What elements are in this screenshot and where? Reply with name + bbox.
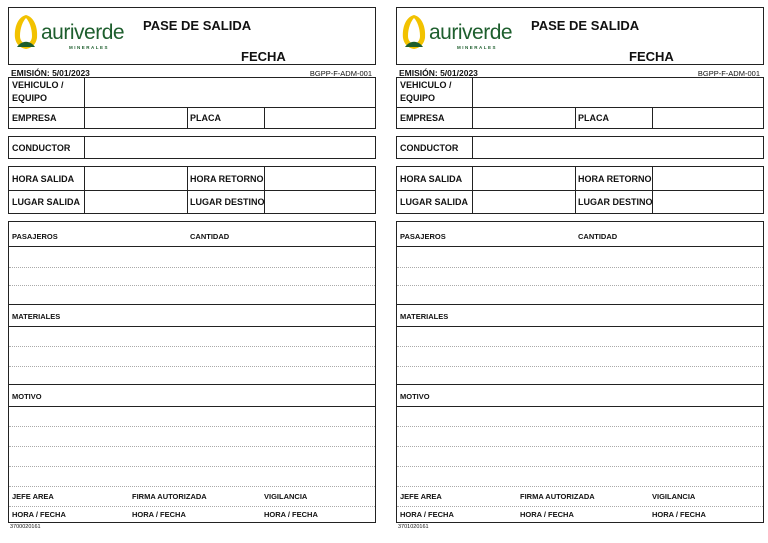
section-divider: [397, 304, 763, 305]
motivo-line: [9, 466, 375, 467]
materiales-label: MATERIALES: [12, 312, 61, 321]
cantidad-label: CANTIDAD: [578, 232, 618, 241]
company-logo: [401, 14, 511, 54]
pasajeros-label: PASAJEROS: [12, 232, 58, 241]
placa-left-divider: [187, 107, 188, 128]
hora-retorno-label: HORA RETORNO: [578, 174, 652, 184]
brand-subtitle: MINERALES: [457, 45, 498, 50]
hora-retorno-label: HORA RETORNO: [190, 174, 264, 184]
schedule-row-divider: [9, 190, 375, 191]
conductor-box: [8, 136, 376, 159]
motivo-line: [9, 446, 375, 447]
serial-number: 3701020161: [398, 524, 429, 530]
motivo-line: [397, 466, 763, 467]
empresa-label: EMPRESA: [400, 113, 445, 123]
lugar-destino-label: LUGAR DESTINO: [578, 197, 653, 207]
jefe-area-label: JEFE AREA: [12, 492, 54, 501]
motivo-line: [397, 486, 763, 487]
conductor-label: CONDUCTOR: [400, 143, 459, 153]
motivo-line: [397, 426, 763, 427]
brand-name: auriverde: [41, 21, 125, 44]
placa-left-divider: [575, 107, 576, 128]
pasajeros-label: PASAJEROS: [400, 232, 446, 241]
exit-pass-form-right: [396, 7, 764, 530]
hora-fecha-label-jefe: HORA / FECHA: [400, 510, 454, 519]
section-divider: [9, 304, 375, 305]
vehiculo-label-line2: EQUIPO: [12, 93, 48, 103]
company-logo: [13, 14, 123, 54]
form-title: PASE DE SALIDA: [143, 18, 252, 33]
motivo-header-line: [9, 406, 375, 407]
emission-date: EMISIÓN: 5/01/2023: [399, 68, 478, 78]
empresa-label: EMPRESA: [12, 113, 57, 123]
firma-autorizada-label: FIRMA AUTORIZADA: [520, 492, 595, 501]
section-divider: [9, 384, 375, 385]
document-code: BGPP-F-ADM-001: [697, 69, 760, 78]
materiales-line: [397, 346, 763, 347]
schedule-box: [8, 166, 376, 214]
materiales-line: [397, 366, 763, 367]
lugar-salida-label: LUGAR SALIDA: [12, 197, 80, 207]
vehicle-box: [396, 77, 764, 129]
signature-line: [9, 506, 375, 507]
fecha-label: FECHA: [629, 49, 674, 64]
hora-fecha-label-vigilancia: HORA / FECHA: [652, 510, 706, 519]
header-box: [8, 7, 376, 65]
materiales-header-line: [9, 326, 375, 327]
document-code: BGPP-F-ADM-001: [309, 69, 372, 78]
pasajeros-line: [9, 267, 375, 268]
vehiculo-label-line1: VEHICULO /: [12, 80, 64, 90]
emission-date: EMISIÓN: 5/01/2023: [11, 68, 90, 78]
motivo-line: [397, 446, 763, 447]
details-box: [8, 221, 376, 523]
vehiculo-label-line1: VEHICULO /: [400, 80, 452, 90]
conductor-divider: [84, 137, 85, 158]
placa-label: PLACA: [578, 113, 609, 123]
form-title: PASE DE SALIDA: [531, 18, 640, 33]
serial-number: 3700020161: [10, 524, 41, 530]
fecha-label: FECHA: [241, 49, 286, 64]
vehiculo-label-line2: EQUIPO: [400, 93, 436, 103]
brand-subtitle: MINERALES: [69, 45, 110, 50]
vehicle-row-divider: [9, 107, 375, 108]
pasajeros-header-line: [397, 246, 763, 247]
lugar-destino-label: LUGAR DESTINO: [190, 197, 265, 207]
materiales-header-line: [397, 326, 763, 327]
materiales-line: [9, 366, 375, 367]
schedule-row-divider: [397, 190, 763, 191]
hora-fecha-label-vigilancia: HORA / FECHA: [264, 510, 318, 519]
vigilancia-label: VIGILANCIA: [652, 492, 696, 501]
hora-fecha-label-jefe: HORA / FECHA: [12, 510, 66, 519]
motivo-label: MOTIVO: [12, 392, 42, 401]
cantidad-label: CANTIDAD: [190, 232, 230, 241]
vehicle-row-divider: [397, 107, 763, 108]
pasajeros-line: [9, 285, 375, 286]
motivo-line: [9, 486, 375, 487]
firma-autorizada-label: FIRMA AUTORIZADA: [132, 492, 207, 501]
vigilancia-label: VIGILANCIA: [264, 492, 308, 501]
pasajeros-header-line: [9, 246, 375, 247]
header-box: [396, 7, 764, 65]
placa-right-divider: [264, 107, 265, 128]
hora-fecha-label-firma: HORA / FECHA: [132, 510, 186, 519]
jefe-area-label: JEFE AREA: [400, 492, 442, 501]
hora-salida-label: HORA SALIDA: [400, 174, 463, 184]
pasajeros-line: [397, 285, 763, 286]
conductor-label: CONDUCTOR: [12, 143, 71, 153]
motivo-label: MOTIVO: [400, 392, 430, 401]
schedule-box: [396, 166, 764, 214]
logo-mark-icon: [13, 14, 39, 50]
materiales-line: [9, 346, 375, 347]
motivo-header-line: [397, 406, 763, 407]
logo-mark-icon: [401, 14, 427, 50]
motivo-line: [9, 426, 375, 427]
vehicle-column-divider: [472, 78, 473, 128]
brand-name: auriverde: [429, 21, 513, 44]
hora-fecha-label-firma: HORA / FECHA: [520, 510, 574, 519]
pasajeros-line: [397, 267, 763, 268]
section-divider: [397, 384, 763, 385]
hora-salida-label: HORA SALIDA: [12, 174, 75, 184]
placa-right-divider: [652, 107, 653, 128]
conductor-divider: [472, 137, 473, 158]
vehicle-column-divider: [84, 78, 85, 128]
materiales-label: MATERIALES: [400, 312, 449, 321]
vehicle-box: [8, 77, 376, 129]
lugar-salida-label: LUGAR SALIDA: [400, 197, 468, 207]
conductor-box: [396, 136, 764, 159]
details-box: [396, 221, 764, 523]
exit-pass-form-left: [8, 7, 376, 530]
signature-line: [397, 506, 763, 507]
placa-label: PLACA: [190, 113, 221, 123]
